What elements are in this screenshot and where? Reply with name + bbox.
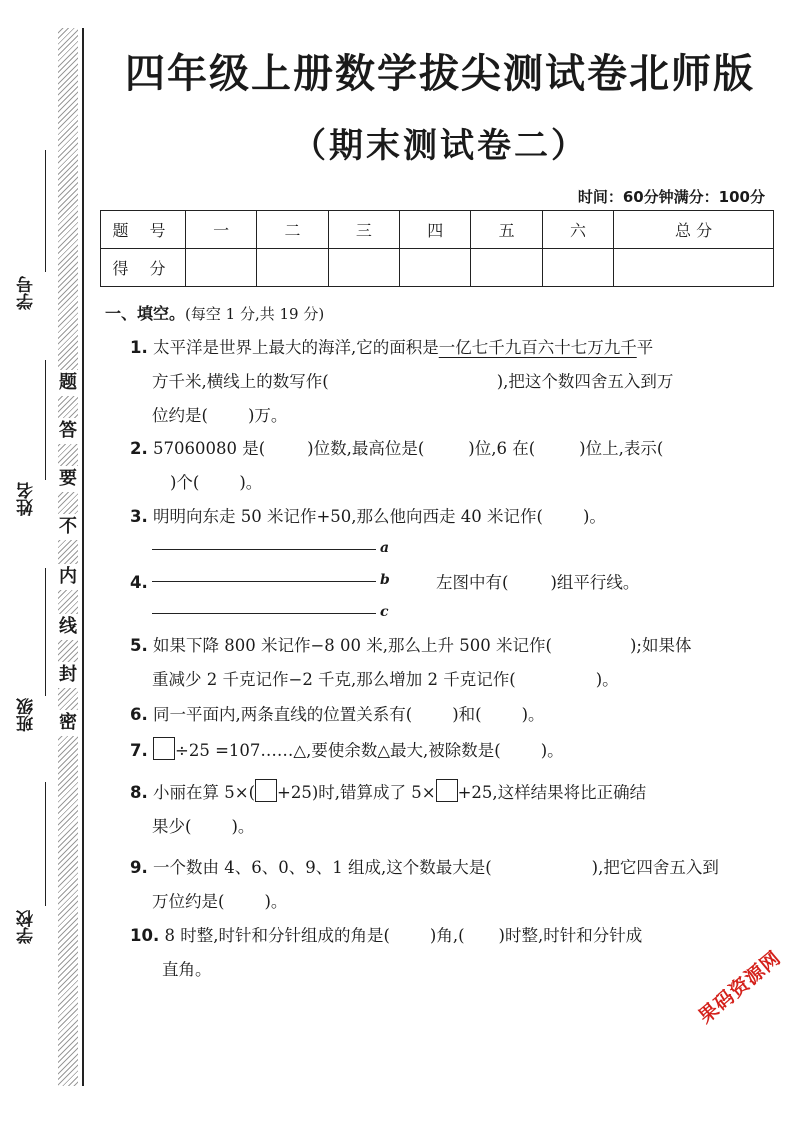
question-text: 万位约是( — [152, 892, 225, 911]
school-line[interactable] — [45, 782, 46, 906]
score-column-header: 总 分 — [614, 211, 774, 249]
line-label: c — [380, 604, 389, 620]
question-line — [130, 698, 775, 732]
answer-box[interactable] — [436, 779, 458, 802]
line-c — [152, 613, 376, 614]
question-text: 小丽在算 5×( — [153, 783, 256, 802]
question-text: 如果下降 800 米记作−8 00 米,那么上升 500 米记作( — [153, 636, 552, 655]
question-text: 左图中有( — [436, 573, 509, 592]
student-id-line[interactable] — [45, 150, 46, 272]
question-5 — [130, 629, 775, 697]
question-line — [130, 629, 775, 663]
question-6 — [130, 698, 775, 732]
score-header-row — [101, 211, 774, 249]
score-column-header: 二 — [257, 211, 328, 249]
question-text: )。 — [582, 507, 606, 526]
score-cell[interactable] — [614, 249, 774, 287]
score-table — [100, 210, 774, 287]
question-4-text — [436, 566, 736, 600]
question-text: )个( — [170, 473, 200, 492]
question-text: )。 — [231, 817, 255, 836]
score-header-label: 题 号 — [101, 211, 186, 249]
question-number: 9. — [130, 858, 148, 877]
question-text: )。 — [595, 670, 619, 689]
question-line — [130, 331, 775, 365]
score-row-label: 得 分 — [101, 249, 186, 287]
question-text: )位数,最高位是( — [307, 439, 425, 458]
question-number: 4. — [130, 573, 148, 592]
page-subtitle: （期末测试卷二） — [292, 126, 588, 166]
seal-char: 答 — [56, 418, 80, 444]
question-10 — [130, 919, 775, 987]
answer-box[interactable] — [255, 779, 277, 802]
question-number: 10. — [130, 926, 160, 945]
seal-char: 内 — [56, 564, 80, 590]
question-line — [130, 500, 775, 534]
question-text: )组平行线。 — [550, 573, 640, 592]
score-cell[interactable] — [471, 249, 542, 287]
student-id-field — [14, 150, 40, 310]
question-line — [130, 851, 775, 885]
line-label: b — [380, 572, 390, 588]
page-title: 四年级上册数学拔尖测试卷北师版 — [125, 51, 755, 97]
question-4 — [130, 566, 170, 600]
question-line — [130, 663, 775, 697]
question-text: 重减少 2 千克记作−2 千克,那么增加 2 千克记作( — [152, 670, 516, 689]
question-text: )。 — [239, 473, 263, 492]
question-line — [130, 365, 775, 399]
question-line — [130, 399, 775, 433]
school-field — [14, 782, 40, 962]
question-text: ),把它四舍五入到 — [591, 858, 719, 877]
section-heading — [105, 301, 324, 324]
question-text: )和( — [452, 705, 482, 724]
line-b — [152, 581, 376, 582]
time-info: 时间：60分钟满分：100分 — [577, 188, 765, 206]
question-number: 5. — [130, 636, 148, 655]
question-line — [130, 919, 775, 953]
score-column-header: 三 — [328, 211, 399, 249]
class-label: 班级 — [17, 698, 37, 732]
question-line — [130, 432, 775, 466]
score-column-header: 六 — [542, 211, 613, 249]
question-text: 一个数由 4、6、0、9、1 组成,这个数最大是( — [153, 858, 492, 877]
question-text: 太平洋是世界上最大的海洋,它的面积是 — [153, 338, 439, 357]
question-text: ),把这个数四舍五入到万 — [496, 372, 674, 391]
score-cell[interactable] — [400, 249, 471, 287]
question-number: 1. — [130, 338, 148, 357]
seal-char: 不 — [56, 514, 80, 540]
score-column-header: 五 — [471, 211, 542, 249]
line-a — [152, 549, 376, 550]
watermark: 果码资源网 — [694, 946, 786, 1028]
question-9 — [130, 851, 775, 919]
question-text: 平 — [636, 338, 654, 357]
question-text: )。 — [264, 892, 288, 911]
question-text: )。 — [540, 741, 564, 760]
name-line[interactable] — [45, 360, 46, 480]
score-column-header: 一 — [186, 211, 257, 249]
question-number: 6. — [130, 705, 148, 724]
seal-char: 密 — [56, 710, 80, 736]
question-2 — [130, 432, 775, 500]
question-text: +25,这样结果将比正确结 — [457, 783, 647, 802]
class-line[interactable] — [45, 568, 46, 696]
binding-strip — [58, 28, 78, 1086]
question-text: 同一平面内,两条直线的位置关系有( — [153, 705, 413, 724]
question-line — [130, 734, 775, 768]
question-text: 8 时整,时针和分针组成的角是( — [164, 926, 390, 945]
name-field — [14, 360, 40, 520]
binding-border — [82, 28, 84, 1086]
question-number: 3. — [130, 507, 148, 526]
question-text: 位约是( — [152, 406, 208, 425]
question-line — [130, 466, 775, 500]
question-number: 2. — [130, 439, 148, 458]
question-text: )位上,表示( — [579, 439, 664, 458]
class-field — [14, 568, 40, 748]
seal-char: 要 — [56, 466, 80, 492]
question-text: +25)时,错算成了 5× — [277, 783, 436, 802]
question-1 — [130, 331, 775, 433]
section-title: 一、填空。 — [105, 304, 186, 323]
question-text: 果少( — [152, 817, 192, 836]
question-line — [130, 776, 775, 810]
question-text: 明明向东走 50 米记作+50,那么他向西走 40 米记作( — [153, 507, 543, 526]
question-text: )万。 — [247, 406, 288, 425]
name-label: 姓名 — [17, 482, 37, 516]
question-text: )角,( — [429, 926, 465, 945]
question-text: 方千米,横线上的数写作( — [152, 372, 329, 391]
question-8 — [130, 776, 775, 844]
question-text: ÷25 =107……△,要使余数△最大,被除数是( — [175, 741, 501, 760]
section-note: (每空 1 分,共 19 分) — [185, 305, 325, 323]
question-text: )位,6 在( — [468, 439, 536, 458]
school-label: 学校 — [17, 910, 37, 944]
seal-char: 封 — [56, 662, 80, 688]
question-text: )时整,时针和分针成 — [498, 926, 643, 945]
question-line — [130, 885, 775, 919]
question-number: 8. — [130, 783, 148, 802]
question-line — [130, 953, 775, 987]
question-number: 7. — [130, 741, 148, 760]
score-cell[interactable] — [186, 249, 257, 287]
question-7 — [130, 734, 775, 768]
score-cell[interactable] — [328, 249, 399, 287]
seal-char: 线 — [56, 614, 80, 640]
student-id-label: 学号 — [17, 276, 37, 310]
score-column-header: 四 — [400, 211, 471, 249]
line-label: a — [380, 540, 390, 556]
score-cell[interactable] — [542, 249, 613, 287]
question-text: 直角。 — [162, 960, 212, 979]
question-text: );如果体 — [629, 636, 692, 655]
answer-box[interactable] — [153, 737, 175, 760]
question-3 — [130, 500, 775, 534]
question-line — [130, 810, 775, 844]
underlined-number: 一亿七千九百六十七万九千 — [438, 338, 637, 357]
score-cell[interactable] — [257, 249, 328, 287]
seal-char: 题 — [56, 370, 80, 396]
question-text: )。 — [521, 705, 545, 724]
score-value-row — [101, 249, 774, 287]
question-text: 57060080 是( — [153, 439, 266, 458]
